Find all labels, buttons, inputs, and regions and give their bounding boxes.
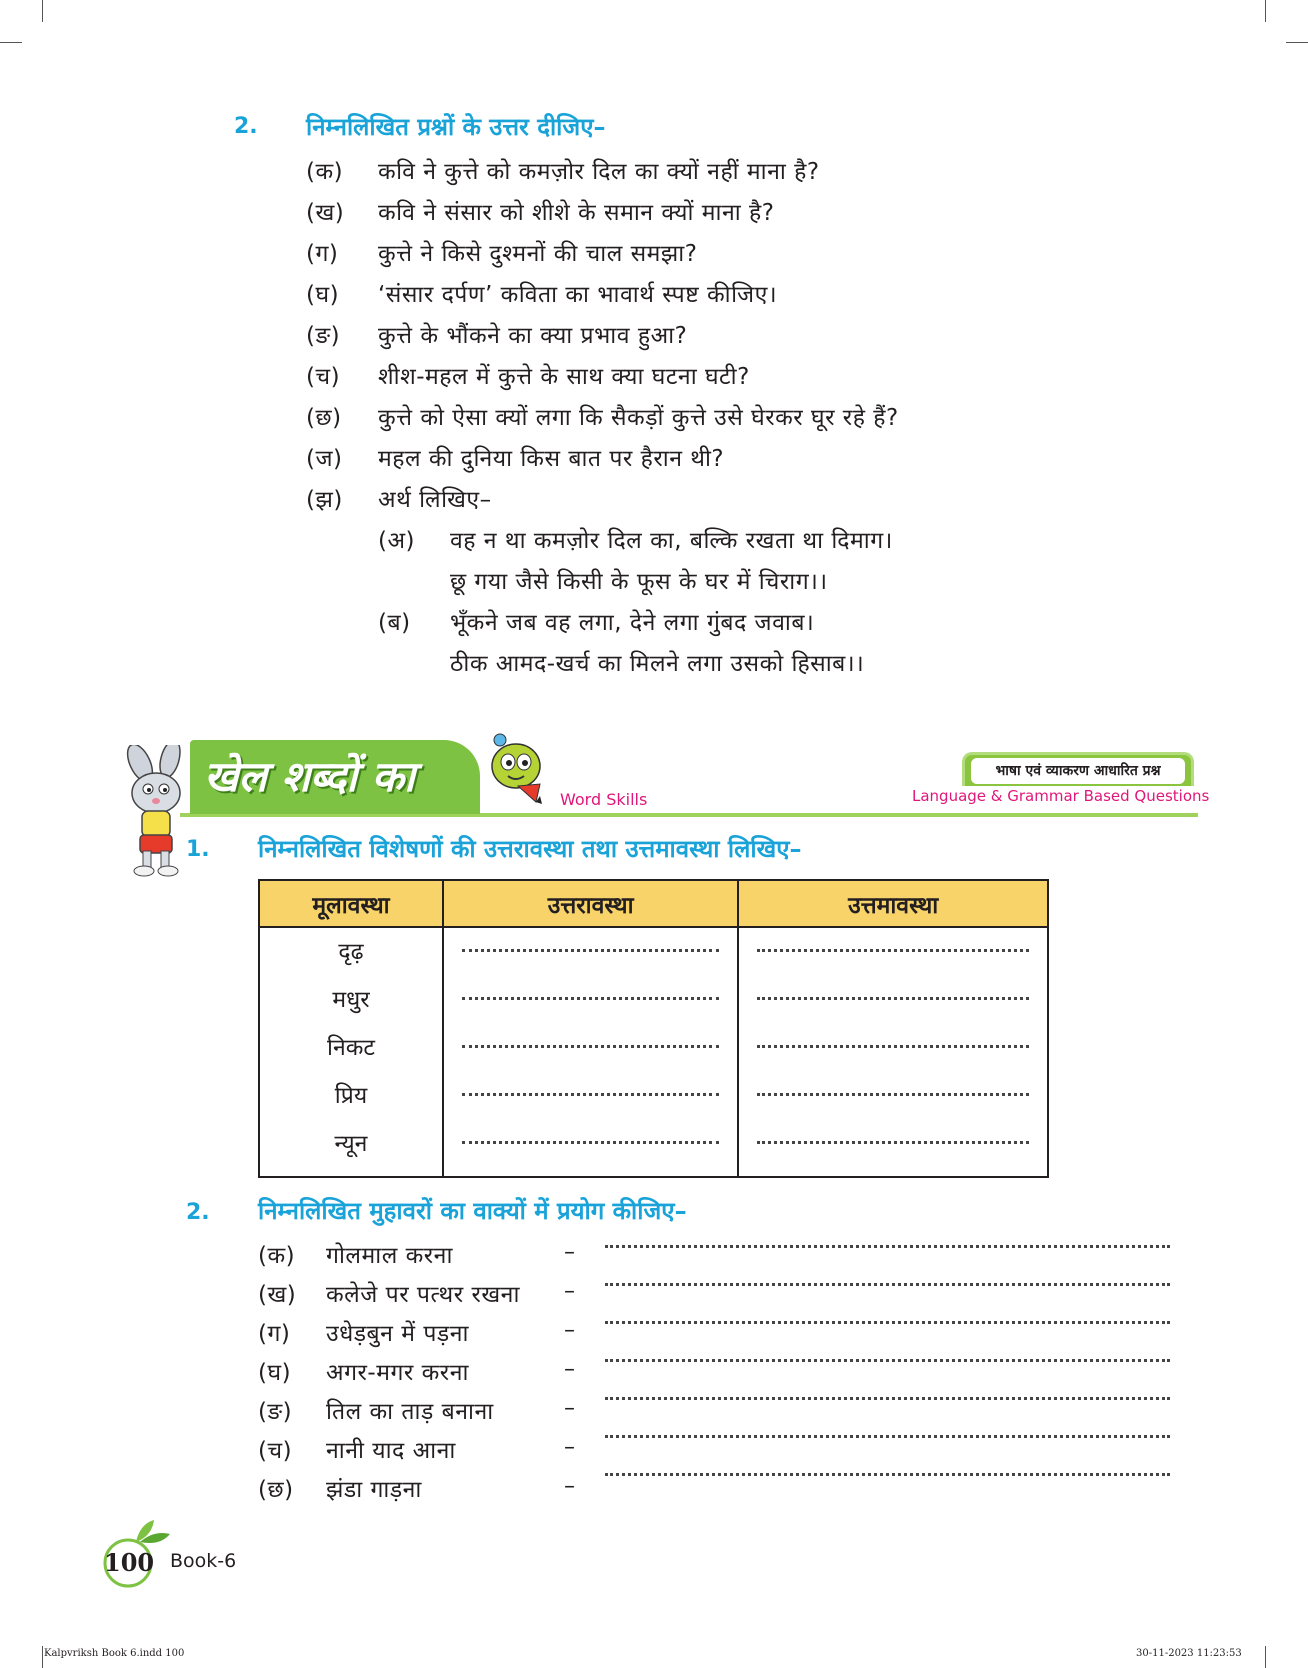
section-number: 2. (234, 114, 258, 139)
banner-title: खेल शब्दों का (190, 740, 480, 814)
base-form-column (259, 927, 443, 1177)
page-number: 100 (104, 1548, 155, 1577)
adjective-table (258, 879, 1049, 1178)
crop-mark (0, 42, 22, 43)
answer-blank[interactable] (462, 1000, 719, 1048)
idiom-item: (छ) झंडा गाड़ना (258, 1477, 422, 1503)
answer-blank[interactable] (462, 1096, 719, 1144)
crop-mark (1265, 0, 1266, 22)
section-heading: निम्नलिखित प्रश्नों के उत्तर दीजिए– (306, 113, 606, 141)
crop-mark (42, 0, 43, 22)
slug-file-info: Kalpvriksh Book 6.indd 100 (44, 1648, 185, 1659)
comparative-column (443, 927, 738, 1177)
idiom-dash: – (564, 1357, 575, 1382)
idiom-dash: – (564, 1240, 575, 1265)
idiom-item: (ख) कलेजे पर पत्थर रखना (258, 1282, 520, 1308)
pencil-mascot-icon (478, 730, 558, 810)
meaning-line: ठीक आमद-खर्च का मिलने लगा उसको हिसाब।। (450, 651, 865, 677)
book-name: Book-6 (170, 1550, 237, 1572)
meaning-item: (ब) भूँकने जब वह लगा, देने लगा गुंबद जवाब। (378, 610, 815, 636)
answer-blank[interactable] (605, 1435, 1170, 1438)
answer-blank[interactable] (605, 1245, 1170, 1248)
exercise-number: 1. (186, 837, 210, 862)
question-item: (ख) कवि ने संसार को शीशे के समान क्यों माना है? (306, 200, 775, 226)
answer-blank[interactable] (757, 904, 1029, 952)
answer-blank[interactable] (462, 904, 719, 952)
base-word: न्यून (334, 1131, 368, 1157)
crop-mark (1286, 42, 1308, 43)
answer-blank[interactable] (462, 1048, 719, 1096)
answer-blank[interactable] (605, 1283, 1170, 1286)
idiom-dash: – (564, 1318, 575, 1343)
base-word: दृढ़ (338, 939, 364, 965)
question-item: (छ) कुत्ते को ऐसा क्यों लगा कि सैकड़ों कुत्ते उसे घेरकर घूर रहे हैं? (306, 405, 899, 431)
question-item: (झ) अर्थ लिखिए– (306, 487, 492, 513)
header-comparative: उत्तरावस्था (443, 880, 738, 927)
question-item: (घ) ‘संसार दर्पण’ कविता का भावार्थ स्पष्ट कीजिए। (306, 282, 778, 308)
answer-blank[interactable] (462, 952, 719, 1000)
answer-blank[interactable] (757, 1096, 1029, 1144)
question-item: (च) शीश-महल में कुत्ते के साथ क्या घटना घटी? (306, 364, 750, 390)
answer-blank[interactable] (605, 1321, 1170, 1324)
header-superlative: उत्तमावस्था (738, 880, 1048, 927)
question-item: (ज) महल की दुनिया किस बात पर हैरान थी? (306, 446, 725, 472)
crop-mark (1265, 1646, 1266, 1668)
answer-blank[interactable] (605, 1359, 1170, 1362)
exercise-heading: निम्नलिखित विशेषणों की उत्तरावस्था तथा उत्तमावस्था लिखिए– (258, 835, 802, 863)
language-badge: भाषा एवं व्याकरण आधारित प्रश्न (962, 752, 1194, 786)
word-skills-label: Word Skills (560, 790, 648, 809)
answer-blank[interactable] (757, 952, 1029, 1000)
language-badge-english: Language & Grammar Based Questions (912, 787, 1210, 805)
idiom-item: (ङ) तिल का ताड़ बनाना (258, 1399, 494, 1425)
question-item: (क) कवि ने कुत्ते को कमज़ोर दिल का क्यों नहीं माना है? (306, 159, 820, 185)
exercise-heading: निम्नलिखित मुहावरों का वाक्यों में प्रयोग कीजिए– (258, 1197, 687, 1225)
exercise-number: 2. (186, 1200, 210, 1225)
base-word: निकट (327, 1035, 375, 1061)
idiom-dash: – (564, 1396, 575, 1421)
idiom-dash: – (564, 1474, 575, 1499)
base-word: प्रिय (334, 1083, 368, 1109)
idiom-dash: – (564, 1279, 575, 1304)
slug-timestamp: 30-11-2023 11:23:53 (1136, 1648, 1242, 1659)
idiom-item: (ग) उधेड़बुन में पड़ना (258, 1321, 469, 1347)
meaning-item: (अ) वह न था कमज़ोर दिल का, बल्कि रखता था दिमाग। (378, 528, 893, 554)
crop-mark (42, 1646, 43, 1668)
idiom-item: (क) गोलमाल करना (258, 1243, 453, 1269)
idiom-item: (च) नानी याद आना (258, 1438, 456, 1464)
base-word: मधुर (332, 987, 370, 1013)
answer-blank[interactable] (757, 1000, 1029, 1048)
question-item: (ग) कुत्ते ने किसे दुश्मनों की चाल समझा? (306, 241, 698, 267)
idiom-dash: – (564, 1435, 575, 1460)
meaning-line: छू गया जैसे किसी के फूस के घर में चिराग।। (450, 569, 828, 595)
answer-blank[interactable] (605, 1397, 1170, 1400)
answer-blank[interactable] (605, 1473, 1170, 1476)
idiom-item: (घ) अगर-मगर करना (258, 1360, 469, 1386)
header-base-form: मूलावस्था (259, 880, 443, 927)
superlative-column (738, 927, 1048, 1177)
answer-blank[interactable] (757, 1048, 1029, 1096)
question-item: (ङ) कुत्ते के भौंकने का क्या प्रभाव हुआ? (306, 323, 688, 349)
